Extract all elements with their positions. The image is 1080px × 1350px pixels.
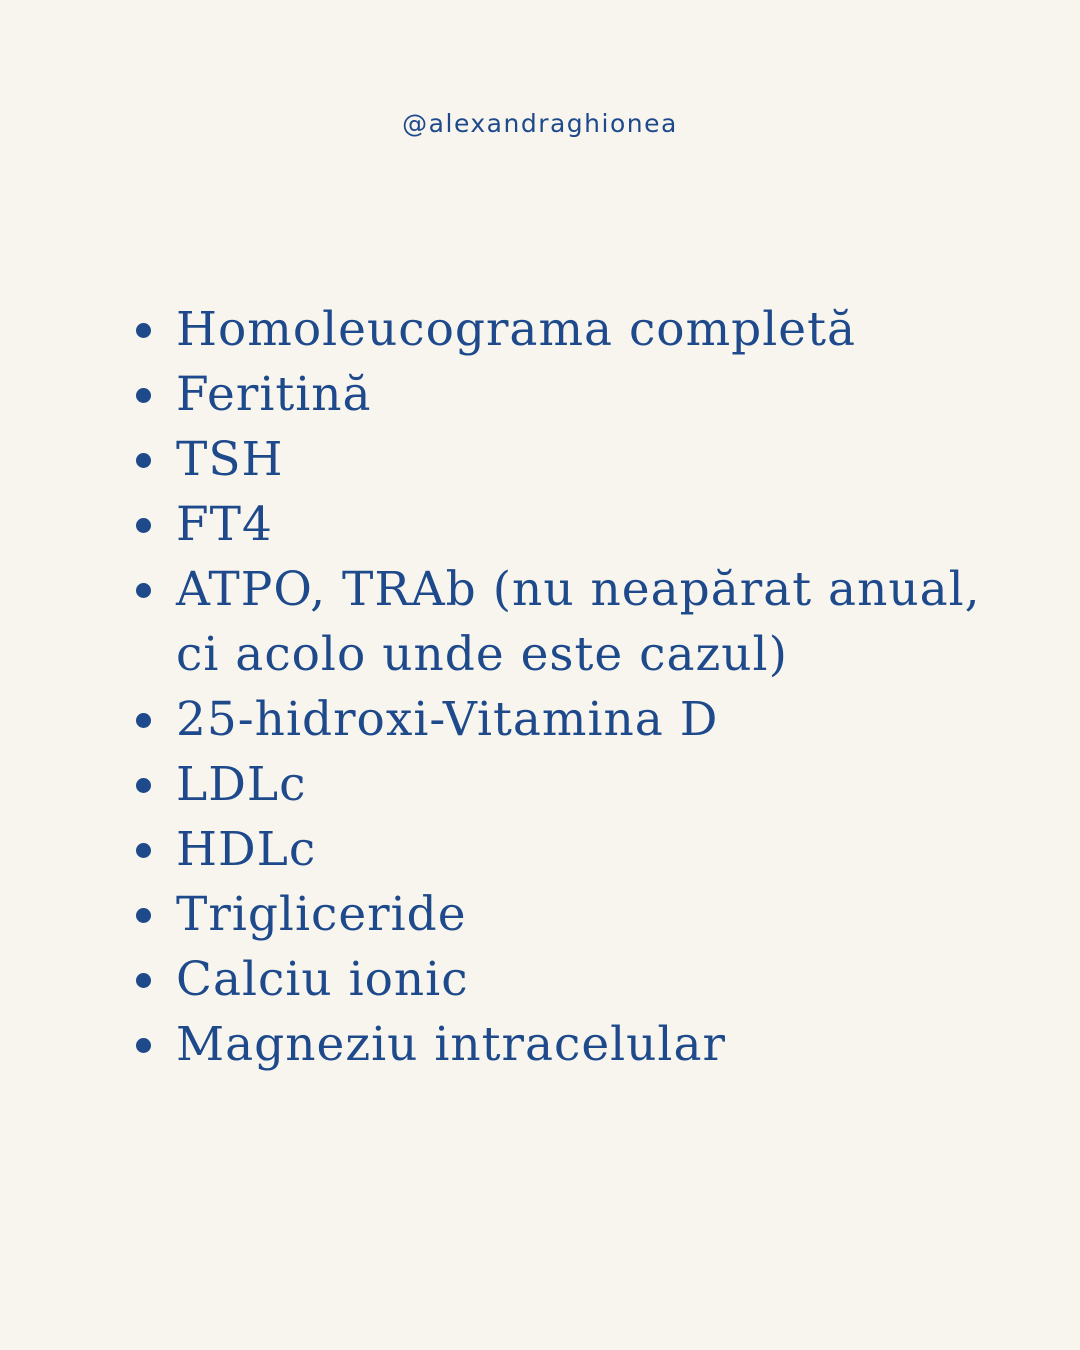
list-item-text: Homoleucograma completă	[176, 302, 857, 357]
list-item-text: TSH	[176, 432, 284, 487]
list-item-text: Trigliceride	[176, 887, 467, 942]
list-item	[0, 297, 1080, 362]
list-item-text: Feritină	[176, 367, 372, 422]
bullet-dot-icon	[136, 323, 151, 338]
list-item	[0, 557, 1080, 687]
bullet-dot-icon	[136, 453, 151, 468]
bullet-dot-icon	[136, 778, 151, 793]
list-item	[0, 687, 1080, 752]
bullet-dot-icon	[136, 908, 151, 923]
bullet-dot-icon	[136, 843, 151, 858]
list-item	[0, 752, 1080, 817]
bullet-dot-icon	[136, 518, 151, 533]
list-item	[0, 1012, 1080, 1077]
list-item-text: Magneziu intracelular	[176, 1017, 726, 1072]
list-item	[0, 817, 1080, 882]
list-item-text: ATPO, TRAb (nu neapărat anual,	[176, 562, 981, 617]
list-item-text-continued: ci acolo unde este cazul)	[176, 627, 788, 682]
bullet-dot-icon	[136, 1038, 151, 1053]
list-item	[0, 492, 1080, 557]
list-item-text: 25-hidroxi-Vitamina D	[176, 692, 719, 747]
list-item-text: LDLc	[176, 757, 307, 812]
list-item	[0, 947, 1080, 1012]
list-item	[0, 882, 1080, 947]
list-item-text: FT4	[176, 497, 273, 552]
bullet-dot-icon	[136, 713, 151, 728]
lab-tests-list	[0, 297, 1080, 1077]
list-item-text: HDLc	[176, 822, 317, 877]
bullet-dot-icon	[136, 388, 151, 403]
list-item	[0, 427, 1080, 492]
bullet-dot-icon	[136, 973, 151, 988]
bullet-dot-icon	[136, 583, 151, 598]
list-item-text: Calciu ionic	[176, 952, 469, 1007]
list-item	[0, 362, 1080, 427]
author-handle: @alexandraghionea	[402, 109, 678, 138]
